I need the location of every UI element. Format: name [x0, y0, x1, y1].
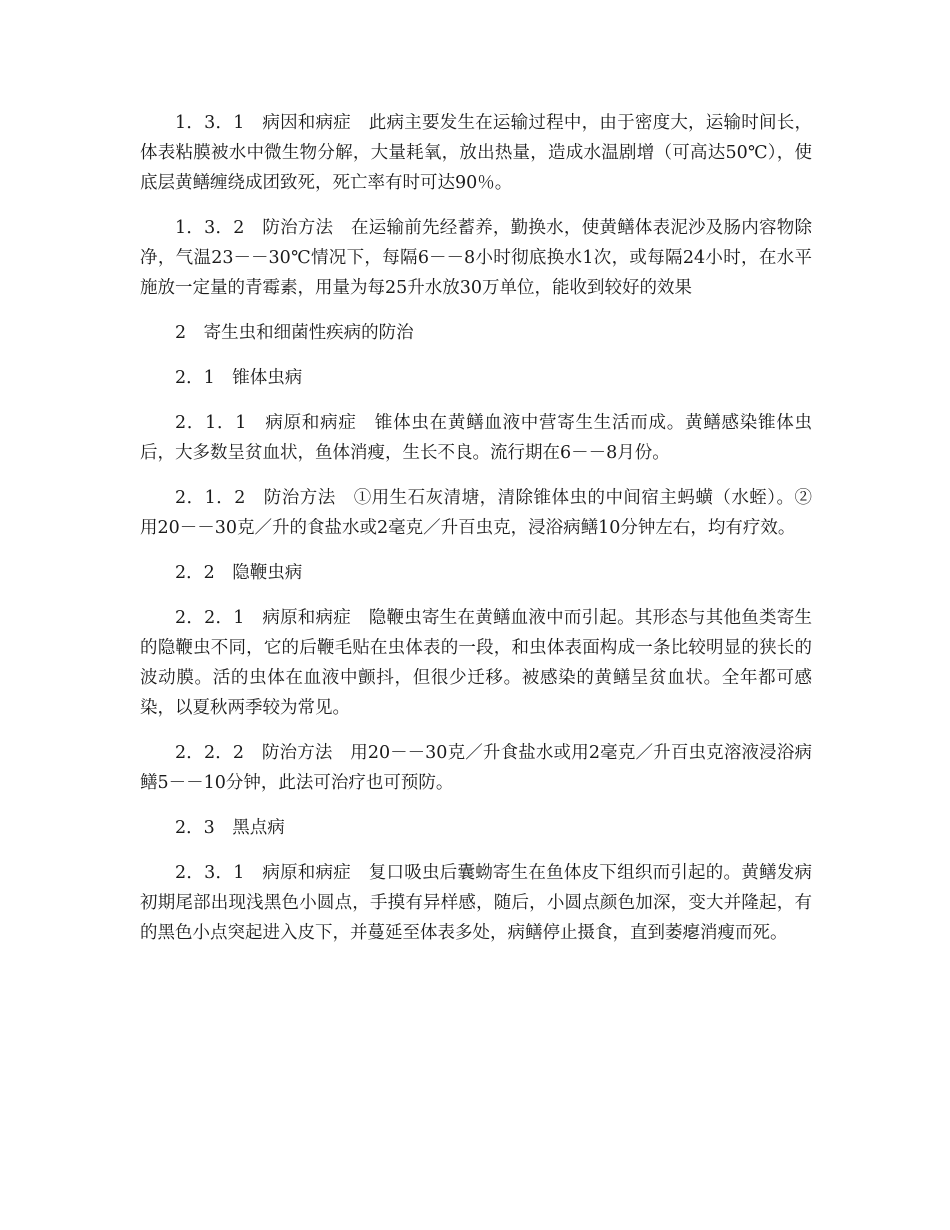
section-2-3-heading: 2．3 黑点病 [175, 818, 285, 838]
section-2-heading: 2 寄生虫和细菌性疾病的防治 [175, 323, 414, 343]
section-2-1-heading: 2．1 锥体虫病 [175, 368, 303, 388]
section-2-1-1-cause-paragraph: 2．1．1 病原和病症 锥体虫在黄鳝血液中营寄生生活而成。黄鳝感染锥体虫后，大多数呈贫血状，鱼体消瘦，生长不良。流行期在6－－8月份。 [140, 413, 812, 463]
section-1-3-1-cause-paragraph: 1．3．1 病因和病症 此病主要发生在运输过程中，由于密度大，运输时间长，体表粘膜被水中微生物分解，大量耗氧，放出热量，造成水温剧增（可高达50℃），使底层黄鳝缠绕成团致死，死亡率有时可达90％。 [140, 113, 812, 193]
section-2-2-2-treatment-paragraph: 2．2．2 防治方法 用20－－30克／升食盐水或用2毫克／升百虫克溶液浸浴病鳝5－－10分钟，此法可治疗也可预防。 [140, 743, 812, 793]
document-body [140, 108, 812, 963]
section-2-1-2-treatment-paragraph: 2．1．2 防治方法 ①用生石灰清塘，清除锥体虫的中间宿主蚂蟥（水蛭）。②用20－－30克／升的食盐水或2毫克／升百虫克，浸浴病鳝10分钟左右，均有疗效。 [140, 488, 812, 538]
section-2-3-1-cause-paragraph: 2．3．1 病原和病症 复口吸虫后囊蚴寄生在鱼体皮下组织而引起的。黄鳝发病初期尾部出现浅黑色小圆点，手摸有异样感，随后，小圆点颜色加深，变大并隆起，有的黑色小点突起进入皮下，并蔓延至体表多处，病鳝停止摄食，直到萎瘪消瘦而死。 [140, 863, 812, 943]
section-1-3-2-treatment-paragraph: 1．3．2 防治方法 在运输前先经蓄养，勤换水，使黄鳝体表泥沙及肠内容物除净，气温23－－30℃情况下，每隔6－－8小时彻底换水1次，或每隔24小时，在水平施放一定量的青霉素，用量为每25升水放30万单位，能收到较好的效果 [140, 218, 812, 298]
section-2-2-heading: 2．2 隐鞭虫病 [175, 563, 303, 583]
section-2-2-1-cause-paragraph: 2．2．1 病原和病症 隐鞭虫寄生在黄鳝血液中而引起。其形态与其他鱼类寄生的隐鞭虫不同，它的后鞭毛贴在虫体表的一段，和虫体表面构成一条比较明显的狭长的波动膜。活的虫体在血液中颤抖，但很少迁移。被感染的黄鳝呈贫血状。全年都可感染，以夏秋两季较为常见。 [140, 608, 812, 718]
